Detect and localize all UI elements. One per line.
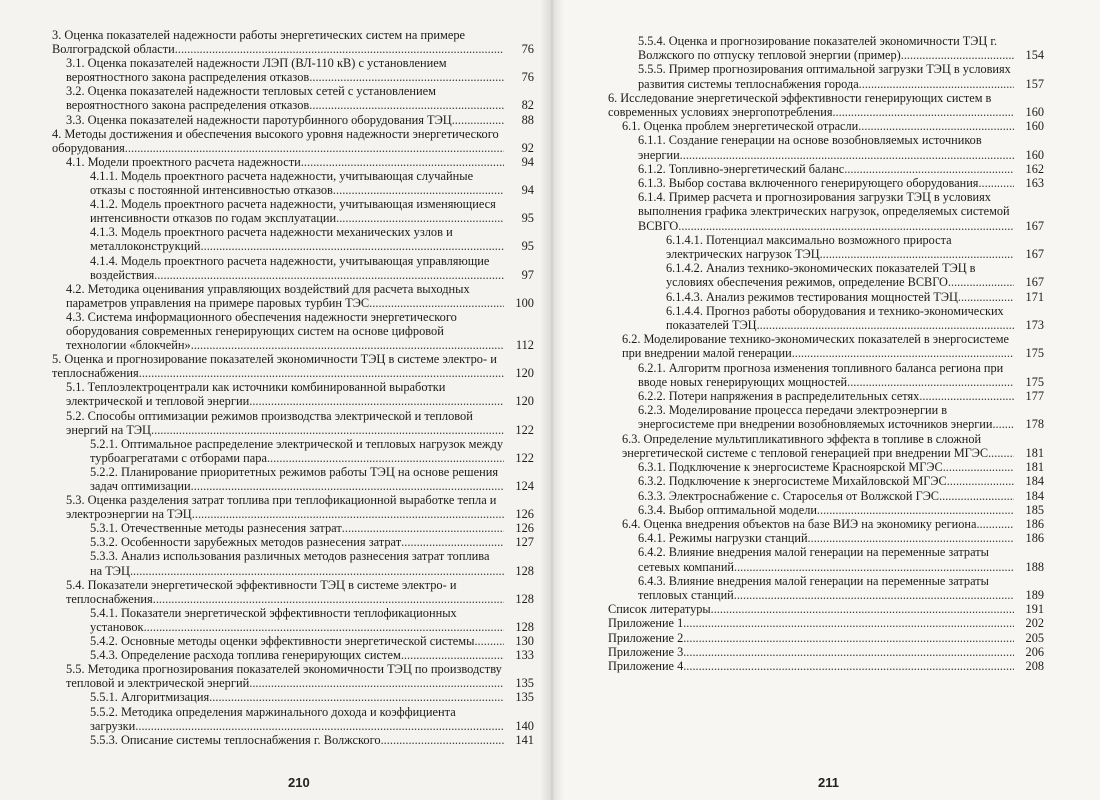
- toc-entry: [608, 261, 1044, 289]
- toc-entry-page: 188: [1025, 559, 1044, 574]
- toc-entry-page: 189: [1025, 587, 1044, 602]
- toc-entry: [608, 62, 1044, 90]
- toc-entry-title: 4.3. Система информационного обеспечения надежности энергетического оборудования современных генерирующих систем на основе цифровой технологии «блокчейн» .....: [66, 310, 504, 352]
- book-gutter-shadow: [540, 0, 564, 800]
- toc-entry-title: 6.1.2. Топливно-энергетический баланс .....: [638, 162, 1014, 176]
- toc-entry-page: 97: [521, 267, 534, 282]
- toc-entry: [608, 616, 1044, 630]
- toc-entry-title: 6.1.4.2. Анализ технико-экономических показателей ТЭЦ в условиях обеспечения режимов, определение ВСВГО .....: [666, 261, 1014, 289]
- toc-entry-title: Приложение 4 .....: [608, 659, 1014, 673]
- toc-entry: [608, 162, 1044, 176]
- toc-entry: [52, 155, 534, 169]
- toc-entry: [608, 460, 1044, 474]
- toc-entry-title: 5.4. Показатели энергетической эффективности ТЭЦ в системе электро- и теплоснабжения .....: [66, 578, 504, 606]
- table-of-contents-right: [608, 34, 1044, 673]
- toc-entry-page: 205: [1025, 630, 1044, 645]
- toc-entry: [52, 521, 534, 535]
- toc-entry: [52, 169, 534, 197]
- toc-entry: [608, 489, 1044, 503]
- toc-entry-title: 3.3. Оценка показателей надежности паротурбинного оборудования ТЭЦ .....: [66, 113, 504, 127]
- toc-entry-title: 6.4.1. Режимы нагрузки станций .....: [638, 531, 1014, 545]
- toc-entry: [52, 578, 534, 606]
- toc-entry-page: 191: [1025, 602, 1044, 617]
- toc-entry: [52, 634, 534, 648]
- toc-entry-title: 5.2. Способы оптимизации режимов производства электрической и тепловой энергий на ТЭЦ .....: [66, 409, 504, 437]
- page-number-right: 211: [818, 775, 839, 790]
- toc-entry-page: 95: [521, 239, 534, 254]
- toc-entry-page: 167: [1025, 218, 1044, 233]
- toc-entry-title: 5.3.2. Особенности зарубежных методов разнесения затрат .....: [90, 535, 504, 549]
- toc-entry: [608, 91, 1044, 119]
- toc-entry-page: 130: [515, 634, 534, 649]
- toc-entry: [52, 733, 534, 747]
- toc-entry: [52, 535, 534, 549]
- toc-entry-page: 181: [1025, 460, 1044, 475]
- toc-entry: [608, 545, 1044, 573]
- toc-entry-title: 5.5. Методика прогнозирования показателей экономичности ТЭЦ по производству тепловой и электрической энергий .....: [66, 662, 504, 690]
- toc-entry-page: 76: [521, 42, 534, 57]
- toc-entry-title: 6.4. Оценка внедрения объектов на базе ВИЭ на экономику региона .....: [622, 517, 1014, 531]
- toc-entry-page: 186: [1025, 531, 1044, 546]
- toc-entry: [608, 304, 1044, 332]
- toc-entry: [608, 645, 1044, 659]
- toc-entry-page: 167: [1025, 247, 1044, 262]
- toc-entry-page: 208: [1025, 658, 1044, 673]
- toc-entry: [608, 517, 1044, 531]
- right-page: [552, 0, 1100, 800]
- toc-entry-page: 160: [1025, 147, 1044, 162]
- toc-entry-page: 162: [1025, 161, 1044, 176]
- toc-entry-title: 3.2. Оценка показателей надежности тепловых сетей с установлением вероятностного закона распределения отказов .....: [66, 84, 504, 112]
- toc-entry-title: 4.2. Методика оценивания управляющих воздействий для расчета выходных параметров управления на примере паровых турбин ТЭС .....: [66, 282, 504, 310]
- toc-entry: [52, 113, 534, 127]
- toc-entry-title: 5.2.1. Оптимальное распределение электрической и тепловых нагрузок между турбоагрегатами с отборами пара .....: [90, 437, 504, 465]
- toc-entry-page: 140: [515, 718, 534, 733]
- toc-entry: [52, 127, 534, 155]
- toc-entry: [608, 474, 1044, 488]
- toc-entry-title: 6.3. Определение мультипликативного эффекта в топливе в сложной энергетической системе с тепловой генерацией при внедрении МГЭС .....: [622, 432, 1014, 460]
- toc-entry-page: 175: [1025, 374, 1044, 389]
- toc-entry-page: 173: [1025, 318, 1044, 333]
- toc-entry-title: 6. Исследование энергетической эффективности генерирующих систем в современных условиях энергопотребления .....: [608, 91, 1014, 119]
- toc-entry-title: 6.1.4.1. Потенциал максимально возможного прироста электрических нагрузок ТЭЦ .....: [666, 233, 1014, 261]
- toc-entry: [608, 659, 1044, 673]
- toc-entry: [52, 225, 534, 253]
- toc-entry-page: 167: [1025, 275, 1044, 290]
- toc-entry-page: 171: [1025, 289, 1044, 304]
- toc-entry-page: 135: [515, 690, 534, 705]
- toc-entry: [608, 403, 1044, 431]
- toc-entry: [52, 380, 534, 408]
- toc-entry-title: 4.1.4. Модель проектного расчета надежности, учитывающая управляющие воздействия .....: [90, 254, 504, 282]
- toc-entry: [52, 705, 534, 733]
- toc-entry-page: 100: [515, 295, 534, 310]
- toc-entry-title: 6.2.2. Потери напряжения в распределительных сетях .....: [638, 389, 1014, 403]
- toc-entry: [608, 389, 1044, 403]
- toc-entry-page: 181: [1025, 445, 1044, 460]
- toc-entry: [608, 631, 1044, 645]
- toc-entry: [52, 282, 534, 310]
- toc-entry: [52, 197, 534, 225]
- toc-entry: [608, 602, 1044, 616]
- toc-entry-title: 4.1.3. Модель проектного расчета надежности механических узлов и металлоконструкций .....: [90, 225, 504, 253]
- toc-entry: [608, 190, 1044, 233]
- toc-entry-page: 120: [515, 366, 534, 381]
- toc-entry: [608, 531, 1044, 545]
- toc-entry-title: 6.3.3. Электроснабжение с. Староселья от Волжской ГЭС .....: [638, 489, 1014, 503]
- toc-entry-page: 128: [515, 591, 534, 606]
- toc-entry: [52, 352, 534, 380]
- toc-entry-title: 6.1.4.3. Анализ режимов тестирования мощностей ТЭЦ .....: [666, 290, 1014, 304]
- toc-entry-title: 6.4.2. Влияние внедрения малой генерации на переменные затраты сетевых компаний .....: [638, 545, 1014, 573]
- toc-entry: [608, 432, 1044, 460]
- toc-entry: [608, 361, 1044, 389]
- toc-entry-page: 124: [515, 479, 534, 493]
- toc-entry-title: 5.4.3. Определение расхода топлива генерирующих систем .....: [90, 648, 504, 662]
- toc-entry-page: 76: [521, 70, 534, 85]
- toc-entry: [52, 56, 534, 84]
- toc-entry-title: 5.5.3. Описание системы теплоснабжения г. Волжского .....: [90, 733, 504, 747]
- toc-entry-page: 133: [515, 648, 534, 663]
- toc-entry-title: 5.1. Теплоэлектроцентрали как источники комбинированной выработки электрической и тепловой энергии .....: [66, 380, 504, 408]
- toc-entry-title: 5.2.2. Планирование приоритетных режимов работы ТЭЦ на основе решения задач оптимизации .....: [90, 465, 504, 493]
- toc-entry-page: 88: [521, 112, 534, 127]
- toc-entry-title: 6.2.3. Моделирование процесса передачи электроэнергии в энергосистеме при внедрении возобновляемых источников энергии .....: [638, 403, 1014, 431]
- toc-entry-title: 4.1.1. Модель проектного расчета надежности, учитывающая случайные отказы с постоянной интенсивностью отказов .....: [90, 169, 504, 197]
- page-number-left: 210: [288, 775, 310, 790]
- toc-entry-page: 126: [515, 521, 534, 536]
- toc-entry: [608, 332, 1044, 360]
- toc-entry-title: 4.1. Модели проектного расчета надежности .....: [66, 155, 504, 169]
- toc-entry-page: 184: [1025, 474, 1044, 489]
- toc-entry: [608, 290, 1044, 304]
- toc-entry: [52, 606, 534, 634]
- toc-entry-page: 128: [515, 563, 534, 578]
- toc-entry-title: 6.3.4. Выбор оптимальной модели .....: [638, 503, 1014, 517]
- toc-entry-title: 6.1.4.4. Прогноз работы оборудования и технико-экономических показателей ТЭЦ .....: [666, 304, 1014, 332]
- toc-entry-title: 6.1.3. Выбор состава включенного генерирующего оборудования .....: [638, 176, 1014, 190]
- toc-entry-title: 6.4.3. Влияние внедрения малой генерации на переменные затраты тепловых станций .....: [638, 574, 1014, 602]
- toc-entry-title: 5. Оценка и прогнозирование показателей экономичности ТЭЦ в системе электро- и теплоснабжения .....: [52, 352, 504, 380]
- toc-entry: [608, 233, 1044, 261]
- toc-entry: [52, 662, 534, 690]
- toc-entry-title: 5.3. Оценка разделения затрат топлива при теплофикационной выработке тепла и электроэнергии на ТЭЦ .....: [66, 493, 504, 521]
- toc-entry: [608, 503, 1044, 517]
- table-of-contents-left: [52, 28, 534, 747]
- toc-entry-title: 5.4.2. Основные методы оценки эффективности энергетической системы .....: [90, 634, 504, 648]
- toc-entry-title: 5.5.1. Алгоритмизация .....: [90, 690, 504, 704]
- toc-entry-title: 5.5.5. Пример прогнозирования оптимальной загрузки ТЭЦ в условиях развития системы теплоснабжения города .....: [638, 62, 1014, 90]
- toc-entry: [52, 84, 534, 112]
- toc-entry-title: 5.5.2. Методика определения маржинального дохода и коэффициента загрузки .....: [90, 705, 504, 733]
- toc-entry-page: 163: [1025, 176, 1044, 191]
- toc-entry-page: 112: [515, 338, 534, 353]
- toc-entry-title: 6.3.1. Подключение к энергосистеме Красноярской МГЭС .....: [638, 460, 1014, 474]
- toc-entry-title: 5.3.3. Анализ использования различных методов разнесения затрат топлива на ТЭЦ .....: [90, 549, 504, 577]
- toc-entry-title: 6.3.2. Подключение к энергосистеме Михайловской МГЭС .....: [638, 474, 1014, 488]
- toc-entry-title: 5.4.1. Показатели энергетической эффективности теплофикационных установок .....: [90, 606, 504, 634]
- toc-entry: [52, 690, 534, 704]
- toc-entry-page: 92: [521, 140, 534, 155]
- toc-entry-page: 154: [1025, 48, 1044, 63]
- toc-entry: [608, 133, 1044, 161]
- toc-entry-title: Приложение 2 .....: [608, 631, 1014, 645]
- toc-entry-page: 177: [1025, 389, 1044, 404]
- toc-entry: [608, 119, 1044, 133]
- toc-entry-page: 135: [515, 676, 534, 691]
- toc-entry-title: 5.5.4. Оценка и прогнозирование показателей экономичности ТЭЦ г. Волжского по отпуску тепловой энергии (пример) .....: [638, 34, 1014, 62]
- toc-entry-page: 206: [1025, 644, 1044, 659]
- toc-entry: [52, 437, 534, 465]
- toc-entry: [52, 465, 534, 493]
- toc-entry-title: 6.1. Оценка проблем энергетической отрасли .....: [622, 119, 1014, 133]
- toc-entry-page: 175: [1025, 346, 1044, 361]
- toc-entry: [52, 310, 534, 352]
- toc-entry-title: 6.2.1. Алгоритм прогноза изменения топливного баланса региона при вводе новых генерирующих мощностей .....: [638, 361, 1014, 389]
- toc-entry-page: 160: [1025, 119, 1044, 134]
- toc-entry-page: 94: [521, 183, 534, 198]
- toc-entry: [52, 28, 534, 56]
- toc-entry: [52, 254, 534, 282]
- toc-entry-page: 82: [521, 98, 534, 113]
- toc-entry-title: Список литературы .....: [608, 602, 1014, 616]
- toc-entry-page: 120: [515, 394, 534, 409]
- toc-entry: [52, 648, 534, 662]
- toc-entry-title: 3. Оценка показателей надежности работы энергетических систем на примере Волгоградской области .....: [52, 28, 504, 56]
- toc-entry: [608, 176, 1044, 190]
- toc-entry-page: 128: [515, 619, 534, 634]
- toc-entry-title: 6.1.4. Пример расчета и прогнозирования загрузки ТЭЦ в условиях выполнения графика электрических нагрузок, определяемых системой ВСВГО .....: [638, 190, 1014, 233]
- toc-entry-page: 122: [515, 450, 534, 465]
- toc-entry-title: 5.3.1. Отечественные методы разнесения затрат .....: [90, 521, 504, 535]
- toc-entry: [608, 574, 1044, 602]
- toc-entry: [52, 549, 534, 577]
- toc-entry-page: 126: [515, 507, 534, 522]
- toc-entry-page: 184: [1025, 488, 1044, 503]
- toc-entry-page: 141: [515, 732, 534, 747]
- toc-entry: [52, 493, 534, 521]
- toc-entry-title: 6.1.1. Создание генерации на основе возобновляемых источников энергии .....: [638, 133, 1014, 161]
- toc-entry-title: 3.1. Оценка показателей надежности ЛЭП (ВЛ-110 кВ) с установлением вероятностного закона распределения отказов .....: [66, 56, 504, 84]
- toc-entry-page: 94: [521, 154, 534, 169]
- toc-entry: [52, 409, 534, 437]
- toc-entry-page: 202: [1025, 616, 1044, 631]
- toc-entry-page: 178: [1025, 417, 1044, 432]
- toc-entry: [608, 34, 1044, 62]
- toc-entry-title: Приложение 3 .....: [608, 645, 1014, 659]
- toc-entry-page: 157: [1025, 76, 1044, 91]
- toc-entry-page: 186: [1025, 516, 1044, 531]
- toc-entry-page: 127: [515, 535, 534, 550]
- toc-entry-page: 160: [1025, 105, 1044, 120]
- toc-entry-page: 185: [1025, 502, 1044, 517]
- toc-entry-title: 4. Методы достижения и обеспечения высокого уровня надежности энергетического оборудования .....: [52, 127, 504, 155]
- toc-entry-title: Приложение 1 .....: [608, 616, 1014, 630]
- toc-entry-page: 95: [521, 211, 534, 226]
- toc-entry-page: 122: [515, 422, 534, 437]
- toc-entry-title: 4.1.2. Модель проектного расчета надежности, учитывающая изменяющиеся интенсивности отказов по годам эксплуатации .....: [90, 197, 504, 225]
- toc-entry-title: 6.2. Моделирование технико-экономических показателей в энергосистеме при внедрении малой генерации .....: [622, 332, 1014, 360]
